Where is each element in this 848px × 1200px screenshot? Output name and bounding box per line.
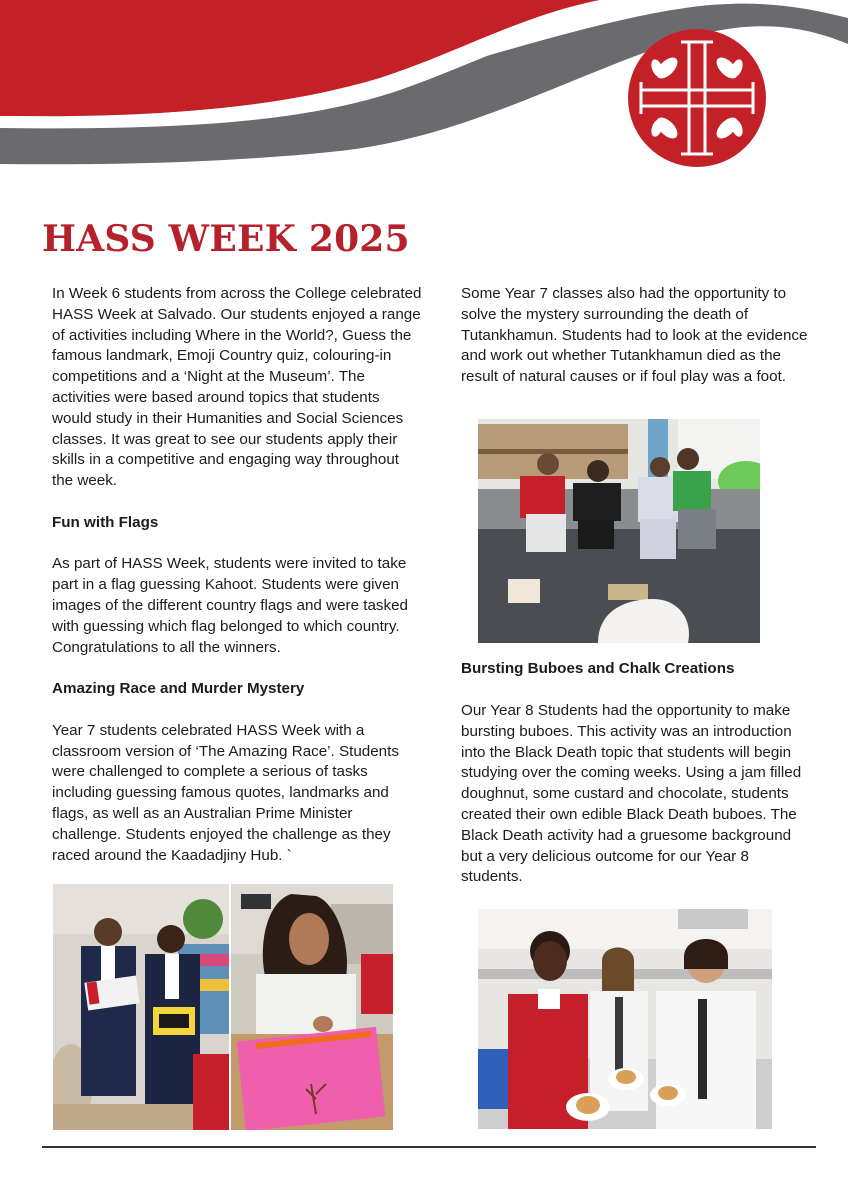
right-column-lower [461, 701, 813, 888]
left-column [52, 284, 422, 866]
bursting-paragraph: Our Year 8 Students had the opportunity to make bursting buboes. This activity was an introduction into the Black Death topic that students will begin studying over the coming weeks. Using a jam filled doughnut, some custard and chocolate, students created their own edible Black Death buboes. The Black Death activity had a gruesome background but a very delicious outcome for our Year 8 students. [461, 702, 802, 886]
flags-heading: Fun with Flags [52, 513, 159, 531]
school-crest-icon [627, 28, 767, 168]
race-heading: Amazing Race and Murder Mystery [52, 680, 305, 698]
photo-colouring-student [231, 884, 393, 1130]
footer-rule [42, 1146, 816, 1148]
photo-flag-students [53, 884, 229, 1130]
page-title: HASS WEEK 2025 [42, 218, 410, 260]
photo-buboes-students [478, 909, 772, 1129]
bursting-heading: Bursting Buboes and Chalk Creations [461, 660, 735, 677]
photo-tutankhamun-students [478, 419, 760, 643]
flags-paragraph: As part of HASS Week, students were invited to take part in a flag guessing Kahoot. Students were given images of the different country flags and were tasked with guessing which flag belonged to which country. Congratulations to all the winners. [52, 555, 408, 656]
race-paragraph: Year 7 students celebrated HASS Week with a classroom version of ‘The Amazing Race’. Students were challenged to complete a serious of tasks including guessing famous quotes, landmarks and flags, as well as an Australian Prime Minister challenge. Students enjoyed the challenge as they raced around the Kaadadjiny Hub. ` [52, 721, 399, 864]
mystery-paragraph: Some Year 7 classes also had the opportunity to solve the mystery surrounding the death of Tutankhamun. Students had to look at the evidence and work out whether Tutankhamun died as the result of natural causes or if foul play was a foot. [461, 285, 808, 386]
right-column [461, 284, 813, 388]
intro-paragraph: In Week 6 students from across the College celebrated HASS Week at Salvado. Our students enjoyed a range of activities including Where in the World?, Guess the famous landmark, Emoji Country quiz, colouring-in competitions and a ‘Night at the Museum’. The activities were based around topics that students would study in their Humanities and Social Sciences classes. It was great to see our students apply their skills in a competitive and engaging way throughout the week. [52, 285, 422, 490]
